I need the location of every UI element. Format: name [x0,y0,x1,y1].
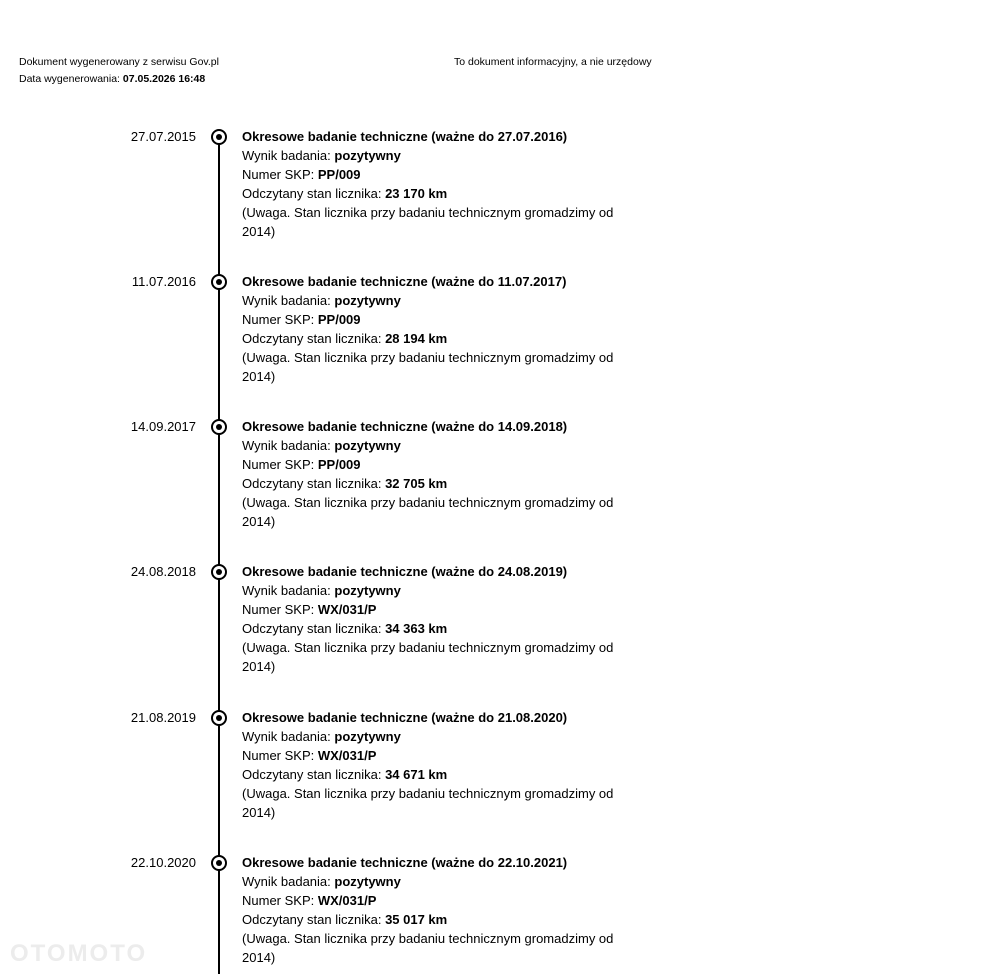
result-label: Wynik badania: [242,874,335,889]
entry-skp [242,165,622,184]
timeline-entry [0,127,1000,247]
timeline-entry [0,853,1000,973]
entry-title: Okresowe badanie techniczne (ważne do 24.08.2019) [242,564,568,579]
odometer-value: 32 705 km [385,476,448,491]
skp-value: WX/031/P [317,602,377,617]
entry-title: Okresowe badanie techniczne (ważne do 22.10.2021) [242,855,568,870]
entry-details [242,417,622,531]
generation-date-value: 07.05.2026 16:48 [122,73,206,85]
entry-odometer [242,184,622,203]
skp-value: PP/009 [317,312,361,327]
entry-skp [242,455,622,474]
odometer-label: Odczytany stan licznika: [242,621,386,636]
timeline-marker-icon [211,564,227,580]
skp-label: Numer SKP: [242,748,318,763]
odometer-label: Odczytany stan licznika: [242,912,386,927]
entry-odometer [242,910,622,929]
odometer-value: 28 194 km [385,331,448,346]
result-label: Wynik badania: [242,438,335,453]
entry-date: 27.07.2015 [130,129,196,144]
odometer-value: 23 170 km [385,186,448,201]
odometer-label: Odczytany stan licznika: [242,476,386,491]
entry-title: Okresowe badanie techniczne (ważne do 21.08.2020) [242,710,568,725]
entry-details [242,127,622,241]
skp-value: WX/031/P [317,893,377,908]
watermark: OTOMOTO [10,940,148,967]
entry-details [242,562,622,676]
entry-date: 22.10.2020 [130,855,196,870]
entry-title: Okresowe badanie techniczne (ważne do 14.09.2018) [242,419,568,434]
result-label: Wynik badania: [242,583,335,598]
entry-result [242,146,622,165]
skp-label: Numer SKP: [242,167,318,182]
entry-odometer [242,619,622,638]
entry-result [242,291,622,310]
skp-label: Numer SKP: [242,893,318,908]
result-value: pozytywny [334,148,401,163]
entry-note: (Uwaga. Stan licznika przy badaniu technicznym gromadzimy od 2014) [242,350,614,384]
skp-label: Numer SKP: [242,602,318,617]
odometer-label: Odczytany stan licznika: [242,767,386,782]
timeline-marker-icon [211,274,227,290]
entry-skp [242,600,622,619]
timeline-line [218,134,220,974]
timeline-marker-icon [211,129,227,145]
entry-result [242,436,622,455]
entry-note: (Uwaga. Stan licznika przy badaniu technicznym gromadzimy od 2014) [242,205,614,239]
odometer-label: Odczytany stan licznika: [242,331,386,346]
entry-odometer [242,474,622,493]
entry-skp [242,891,622,910]
entry-date: 14.09.2017 [130,419,196,434]
informational-notice: To dokument informacyjny, a nie urzędowy [454,56,652,68]
generation-date-label: Data wygenerowania: [19,73,123,85]
skp-label: Numer SKP: [242,312,318,327]
entry-note: (Uwaga. Stan licznika przy badaniu technicznym gromadzimy od 2014) [242,640,614,674]
entry-result [242,872,622,891]
entry-skp [242,746,622,765]
odometer-value: 34 363 km [385,621,448,636]
skp-value: PP/009 [317,457,361,472]
skp-label: Numer SKP: [242,457,318,472]
odometer-label: Odczytany stan licznika: [242,186,386,201]
result-value: pozytywny [334,293,401,308]
entry-details [242,272,622,386]
entry-title: Okresowe badanie techniczne (ważne do 27.07.2016) [242,129,568,144]
entry-result [242,727,622,746]
timeline-marker-icon [211,855,227,871]
source-text: Dokument wygenerowany z serwisu Gov.pl [19,56,219,68]
timeline-entry [0,417,1000,537]
timeline-entry [0,708,1000,828]
entry-date: 11.07.2016 [131,274,196,289]
result-value: pozytywny [334,874,401,889]
skp-value: PP/009 [317,167,361,182]
entry-note: (Uwaga. Stan licznika przy badaniu technicznym gromadzimy od 2014) [242,786,614,820]
entry-date: 24.08.2018 [130,564,196,579]
entry-skp [242,310,622,329]
result-value: pozytywny [334,729,401,744]
entry-details [242,853,622,967]
entry-note: (Uwaga. Stan licznika przy badaniu technicznym gromadzimy od 2014) [242,931,614,965]
generation-date [19,71,219,88]
timeline-entry [0,272,1000,392]
odometer-value: 34 671 km [385,767,448,782]
odometer-value: 35 017 km [385,912,448,927]
entry-odometer [242,329,622,348]
skp-value: WX/031/P [317,748,377,763]
result-value: pozytywny [334,438,401,453]
timeline-marker-icon [211,710,227,726]
entry-date: 21.08.2019 [130,710,196,725]
result-label: Wynik badania: [242,729,335,744]
entry-result [242,581,622,600]
entry-title: Okresowe badanie techniczne (ważne do 11.07.2017) [242,274,567,289]
timeline-entry [0,562,1000,682]
result-label: Wynik badania: [242,293,335,308]
entry-details [242,708,622,822]
result-label: Wynik badania: [242,148,335,163]
timeline-marker-icon [211,419,227,435]
result-value: pozytywny [334,583,401,598]
entry-odometer [242,765,622,784]
document-header [19,54,219,88]
entry-note: (Uwaga. Stan licznika przy badaniu technicznym gromadzimy od 2014) [242,495,614,529]
